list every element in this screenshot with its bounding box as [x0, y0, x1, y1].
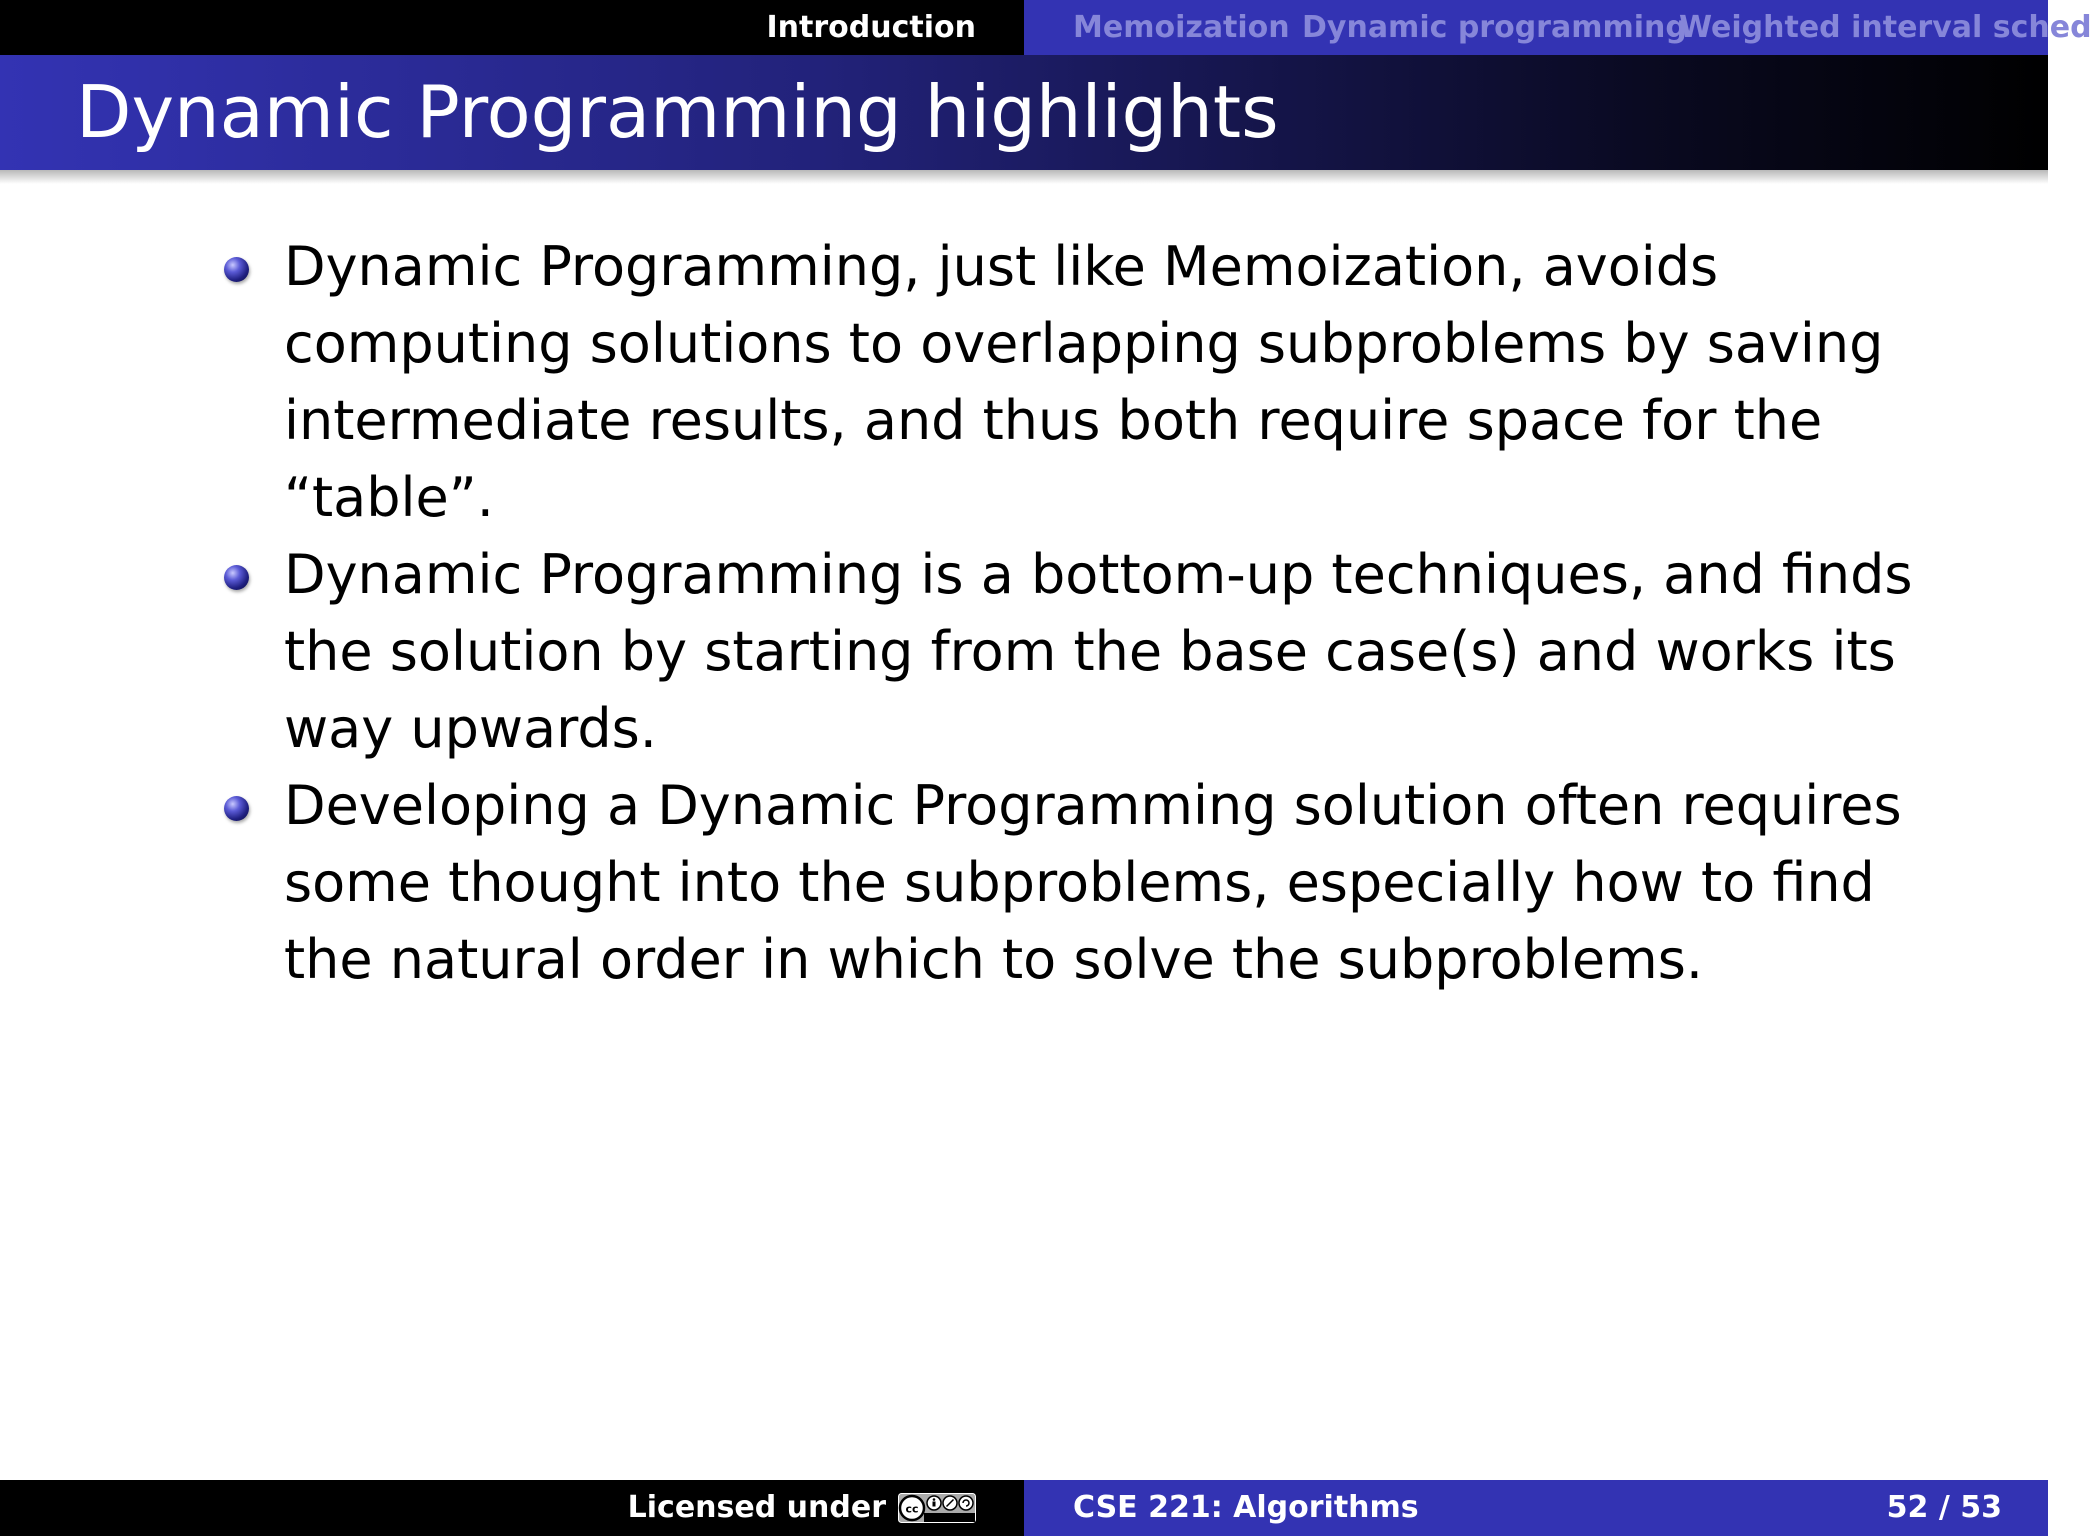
- frame-title-bar: [0, 55, 2048, 170]
- footline: [0, 1480, 2048, 1536]
- bullet-item: [220, 767, 1960, 998]
- bullet-text: Dynamic Programming, just like Memoization, avoids computing solutions to overlapping subproblems by saving intermediate results, and thus both require space for the “table”.: [284, 235, 1884, 529]
- svg-text:cc: cc: [905, 1502, 919, 1516]
- nav-section-dynamic-programming[interactable]: Dynamic programming: [1302, 10, 1687, 45]
- ball-bullet-icon: [224, 796, 249, 821]
- bullet-item: [220, 228, 1960, 536]
- course-name: CSE 221: Algorithms: [1073, 1490, 1419, 1525]
- nav-section-introduction[interactable]: Introduction: [766, 10, 976, 45]
- cc-by-nc-sa-icon[interactable]: [898, 1493, 976, 1523]
- ball-bullet-icon: [224, 257, 249, 282]
- nav-section-weighted-interval[interactable]: Weighted interval sched: [1679, 10, 2092, 45]
- bullet-list: [220, 228, 1960, 998]
- ball-bullet-icon: [224, 565, 249, 590]
- license-label: Licensed under: [627, 1490, 886, 1525]
- bullet-item: [220, 536, 1960, 767]
- title-shadow: [0, 170, 2048, 184]
- nav-section-memoization[interactable]: Memoization: [1073, 10, 1290, 45]
- bullet-text: Dynamic Programming is a bottom-up techniques, and finds the solution by starting from the base case(s) and works its way upwards.: [284, 543, 1913, 760]
- page-number: 52 / 53: [1886, 1490, 2002, 1525]
- section-navigation: [0, 0, 2092, 55]
- bullet-text: Developing a Dynamic Programming solution often requires some thought into the subproblems, especially how to find the natural order in which to solve the subproblems.: [284, 774, 1902, 991]
- frame-title: Dynamic Programming highlights: [76, 70, 1279, 154]
- slide-content: [220, 228, 1960, 998]
